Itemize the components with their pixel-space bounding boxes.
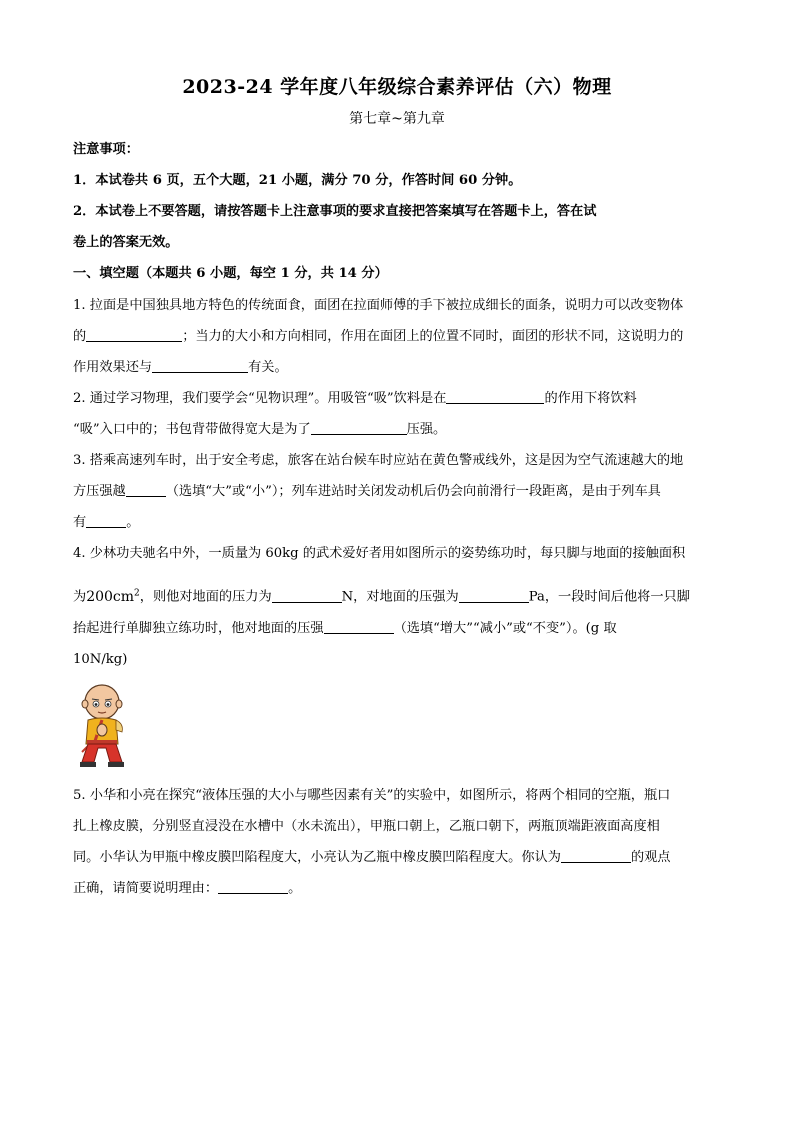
area-value — [86, 589, 140, 605]
q5-text: 正确，请简要说明理由： — [73, 881, 219, 896]
q2-text: 的作用下将饮料 — [544, 391, 637, 406]
question-4-line2 — [73, 578, 723, 613]
answer-blank — [561, 847, 631, 863]
question-3-line2 — [73, 476, 723, 507]
answer-blank — [324, 618, 394, 634]
q2-text: 2. 通过学习物理，我们要学会“见物识理”。用吸管“吸”饮料是在 — [73, 391, 447, 406]
q3-text: 有 — [73, 515, 87, 530]
q1-text: ；当力的大小和方向相同，作用在面团上的位置不同时，面团的形状不同，这说明力的 — [182, 329, 684, 344]
area-number: 200cm — [86, 588, 135, 605]
answer-blank — [86, 326, 182, 342]
area-exponent: 2 — [134, 588, 140, 598]
q2-text: “吸”入口中的；书包背带做得宽大是为了 — [73, 422, 311, 437]
answer-blank — [446, 388, 544, 404]
q4-text: 为 — [73, 589, 87, 605]
exam-title: 2023-24 学年度八年级综合素养评估（六）物理 — [182, 76, 612, 98]
question-4-line3 — [73, 613, 723, 644]
notice-item-2-cont: 卷上的答案无效。 — [73, 235, 179, 250]
question-2-line1 — [73, 383, 723, 414]
question-3-line1: 3. 搭乘高速列车时，出于安全考虑，旅客在站台候车时应站在黄色警戒线外，这是因为空气流速越大的地 — [73, 453, 684, 468]
answer-blank — [126, 481, 166, 497]
question-1-line2 — [73, 321, 723, 352]
notice-heading: 注意事项： — [73, 142, 139, 157]
answer-blank — [218, 878, 288, 894]
q3-text: 方压强越 — [73, 484, 126, 499]
q5-text: 同。小华认为甲瓶中橡皮膜凹陷程度大，小亮认为乙瓶中橡皮膜凹陷程度大。你认为 — [73, 850, 561, 865]
q4-text: Pa，一段时间后他将一只脚 — [528, 589, 690, 605]
question-2-line2 — [73, 414, 723, 445]
q4-text: ，则他对地面的压力为 — [139, 589, 272, 605]
q1-text: 的 — [73, 329, 87, 344]
question-4-line1: 4. 少林功夫驰名中外，一质量为 60kg 的武术爱好者用如图所示的姿势练功时，每只脚与地面的接触面积 — [73, 546, 686, 561]
question-5-line1: 5. 小华和小亮在探究“液体压强的大小与哪些因素有关”的实验中，如图所示，将两个相同的空瓶，瓶口 — [73, 788, 671, 803]
answer-blank — [152, 357, 248, 373]
notice-item-2-line1: 2．本试卷上不要答题，请按答题卡上注意事项的要求直接把答案填写在答题卡上，答在试 — [73, 204, 597, 219]
section-heading: 一、填空题（本题共 6 小题，每空 1 分，共 14 分） — [73, 266, 388, 281]
question-5-line3 — [73, 842, 723, 873]
question-4-line4: 10N/kg) — [73, 652, 128, 667]
notice-item-1: 1．本试卷共 6 页，五个大题，21 小题，满分 70 分，作答时间 60 分钟。 — [73, 173, 522, 188]
q4-text: 抬起进行单脚独立练功时，他对地面的压强 — [73, 621, 324, 636]
answer-blank — [86, 512, 126, 528]
q5-text: 。 — [288, 881, 302, 896]
answer-blank — [272, 587, 342, 603]
question-1-line1: 1. 拉面是中国独具地方特色的传统面食，面团在拉面师傅的手下被拉成细长的面条，说明力可以改变物体 — [73, 298, 684, 313]
notice-item-2 — [73, 196, 723, 227]
question-3-line3 — [73, 507, 723, 538]
q5-text: 的观点 — [630, 850, 671, 865]
question-5-line2: 扎上橡皮膜，分别竖直浸没在水槽中（水未流出），甲瓶口朝上，乙瓶口朝下，两瓶顶端距液面高度相 — [73, 819, 660, 834]
q3-text: （选填“大”或“小”）；列车进站时关闭发动机后仍会向前滑行一段距离，是由于列车具 — [165, 484, 661, 499]
answer-blank — [311, 419, 407, 435]
q3-text: 。 — [126, 515, 140, 530]
q1-text: 作用效果还与 — [73, 360, 153, 375]
exam-subtitle: 第七章~第九章 — [349, 111, 445, 127]
question-5-line4 — [73, 873, 723, 904]
q4-text: N，对地面的压强为 — [341, 589, 459, 605]
question-1-line3 — [73, 352, 723, 383]
answer-blank — [459, 587, 529, 603]
q2-text: 压强。 — [406, 422, 447, 437]
q4-text: （选填“增大”“减小”或“不变”）。(g 取 — [393, 621, 617, 636]
q1-text: 有关。 — [248, 360, 288, 375]
kungfu-figure-image — [72, 680, 132, 772]
